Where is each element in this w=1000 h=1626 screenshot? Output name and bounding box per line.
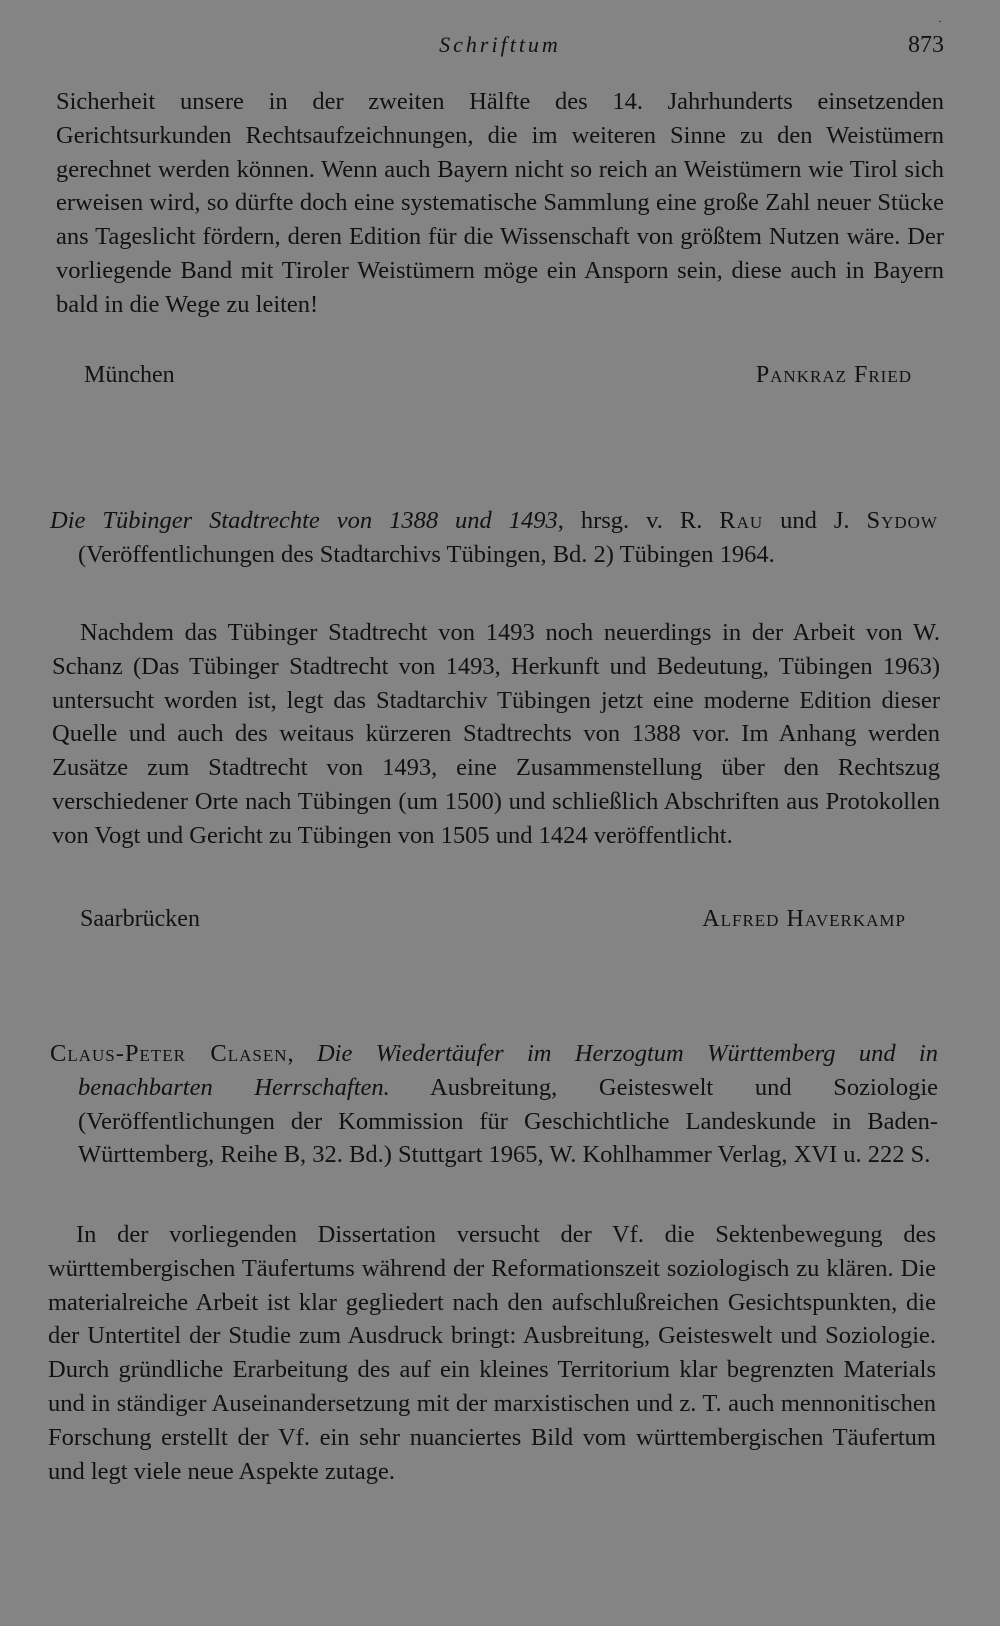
review3-citation-author: Claus-Peter Clasen [50, 1040, 288, 1067]
page-number: 873 [908, 32, 944, 58]
review3-citation-rest: Ausbreitung, Geisteswelt und Soziologie (Veröffentlichungen der Kommission für Geschichtliche Landeskunde in Baden-Württemberg, Reihe B, 32. Bd.) Stuttgart 1965, W. Kohlhammer Verlag, XVI u. 222 S. [78, 1073, 938, 1169]
corner-mark: · [938, 14, 942, 28]
review2-citation-title: Die Tübinger Stadtrechte von 1388 und 1493 [50, 507, 558, 534]
review3-citation [50, 1037, 938, 1172]
review2-citation-rest: (Veröffentlichungen des Stadtarchivs Tübingen, Bd. 2) Tübingen 1964. [78, 540, 775, 568]
review2-author: Alfred Haverkamp [702, 906, 906, 932]
review2-citation-and: und J. [763, 507, 867, 534]
review2-citation-sep: , hrsg. v. R. [557, 507, 720, 534]
review1-author: Pankraz Fried [755, 362, 912, 388]
review3-body: In der vorliegenden Dissertation versucht der Vf. die Sektenbewegung des württembergischen Täufertums während der Reformationszeit soziologisch zu klären. Die materialreiche Arbeit ist klar gegliedert nach den aufschlußreichen Gesichtspunkten, die der Untertitel der Studie zum Ausdruck bringt: Ausbreitung, Geisteswelt und Soziologie. Durch gründliche Erarbeitung des auf ein kleines Territorium klar begrenzten Materials und in ständiger Auseinandersetzung mit der marxistischen und z. T. auch mennonitischen Forschung erstellt der Vf. ein sehr nuanciertes Bild vom württembergischen Täufertum und legt viele neue Aspekte zutage. [48, 1221, 936, 1485]
review2-editor1: Rau [719, 507, 764, 534]
review1-place: München [84, 362, 175, 388]
review2-citation [50, 504, 938, 572]
running-header: Schrifttum [439, 32, 561, 57]
review3-citation-title: Die Wiedertäufer im Herzogtum Württemberg und in benachbarten Herrschaften. [78, 1040, 938, 1101]
review2-place: Saarbrücken [80, 906, 200, 932]
review1-body: Sicherheit unsere in der zweiten Hälfte des 14. Jahrhunderts einsetzenden Gerichtsurkunden Rechtsaufzeichnungen, die im weiteren Sinne zu den Weistümern gerechnet werden können. Wenn auch Bayern nicht so reich an Weistümern wie Tirol sich erweisen wird, so dürfte doch eine systematische Sammlung eine große Zahl neuer Stücke ans Tageslicht fördern, deren Edition für die Wissenschaft von größtem Nutzen wäre. Der vorliegende Band mit Tiroler Weistümern möge ein Ansporn sein, diese auch in Bayern bald in die Wege zu leiten! [56, 88, 944, 318]
review3-citation-comma: , [287, 1040, 317, 1067]
review2-editor2: Sydow [866, 507, 938, 534]
review2-body: Nachdem das Tübinger Stadtrecht von 1493 noch neuerdings in der Arbeit von W. Schanz (Das Tübinger Stadtrecht von 1493, Herkunft und Bedeutung, Tübingen 1963) untersucht worden ist, legt das Stadtarchiv Tübingen jetzt eine moderne Edition dieser Quelle und auch des weitaus kürzeren Stadtrechts von 1388 vor. Im Anhang werden Zusätze zum Stadtrecht von 1493, eine Zusammenstellung über den Rechtszug verschiedener Orte nach Tübingen (um 1500) und schließlich Abschriften aus Protokollen von Vogt und Gericht zu Tübingen von 1505 und 1424 veröffentlicht. [52, 619, 940, 849]
